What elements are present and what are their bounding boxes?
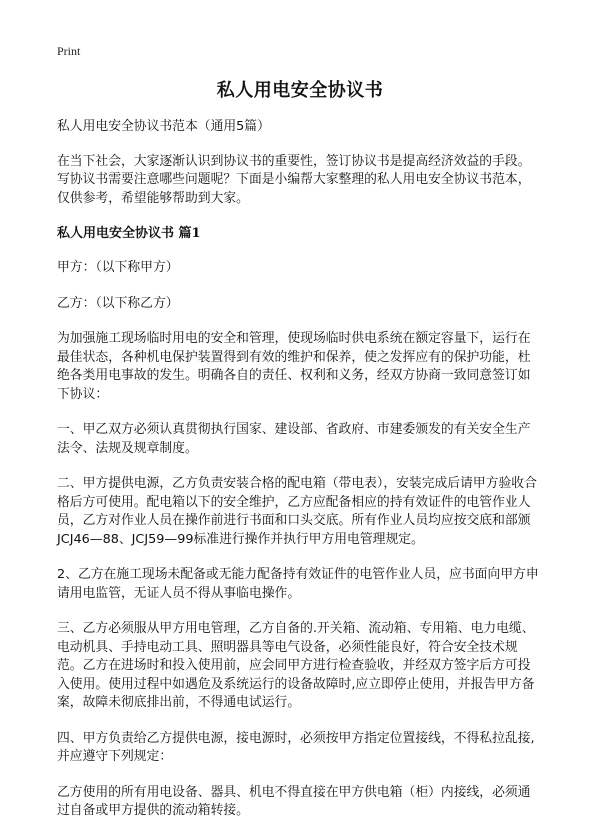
- body-paragraph: 四、甲方负责给乙方提供电源，接电源时，必须按甲方指定位置接线，不得私拉乱接,并应遵守下列规定：: [57, 730, 535, 764]
- body-paragraph: 乙方使用的所有用电设备、器具、机电不得直接在甲方供电箱（柜）内接线，必须通过自备或甲方提供的流动箱转接。: [57, 784, 531, 818]
- section-title: 私人用电安全协议书 篇1: [57, 226, 201, 241]
- body-paragraph: 二、甲方提供电源，乙方负责安装合格的配电箱（带电表），安装完成后请甲方验收合格后方可使用。配电箱以下的安全维护，乙方应配备相应的持有效证件的电管作业人员，乙方对作业人员在操作前进行书面和口头交底。所有作业人员均应按交底和部颁JCJ46—88、JCJ59—99标准进行操作并执行甲方用电管理规定。: [57, 476, 537, 547]
- intro-paragraph: 在当下社会，大家逐渐认识到协议书的重要性，签订协议书是提高经济效益的手段。写协议书需要注意哪些问题呢？下面是小编帮大家整理的私人用电安全协议书范本，仅供参考，希望能够帮助到大家。: [57, 153, 531, 206]
- party-a-line: 甲方：（以下称甲方）: [57, 260, 179, 275]
- body-paragraph: 2、乙方在施工现场未配备或无能力配备持有效证件的电管作业人员，应书面向甲方申请用电监管，无证人员不得从事临电操作。: [57, 567, 539, 601]
- document-title: 私人用电安全协议书: [216, 80, 384, 101]
- document-subtitle: 私人用电安全协议书范本（通用5篇）: [57, 119, 270, 134]
- print-link[interactable]: Print: [57, 44, 81, 58]
- party-b-line: 乙方：（以下称乙方）: [57, 295, 179, 311]
- body-paragraph: 一、甲乙双方必须认真贯彻执行国家、建设部、省政府、市建委颁发的有关安全生产法令、法规及规章制度。: [57, 422, 531, 456]
- body-paragraph: 为加强施工现场临时用电的安全和管理，使现场临时供电系统在额定容量下，运行在最佳状态，各种机电保护装置得到有效的维护和保养，使之发挥应有的保护功能，杜绝各类用电事故的发生。明确各自的责任、权利和义务，经双方协商一致同意签订如下协议：: [57, 331, 531, 402]
- body-paragraph: 三、乙方必须服从甲方用电管理，乙方自备的.开关箱、流动箱、专用箱、电力电缆、电动机具、手持电动工具、照明器具等电气设备，必须性能良好，符合安全技术规范。乙方在进场时和投入使用前，应会同甲方进行检查验收，并经双方签字后方可投入使用。使用过程中如遇危及系统运行的设备故障时,应立即停止使用，并报告甲方备案，故障未彻底排出前，不得通电试运行。: [57, 621, 535, 710]
